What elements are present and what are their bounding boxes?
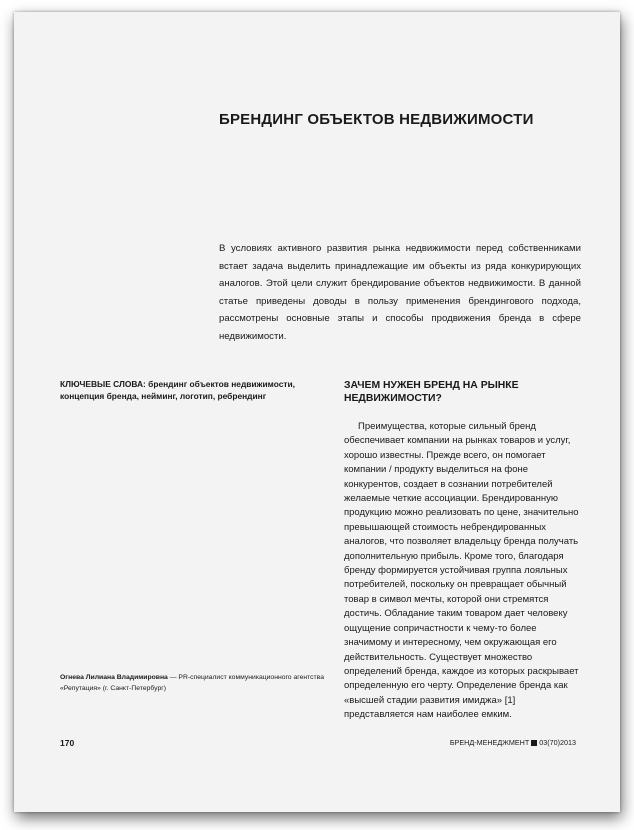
page-number: 170 xyxy=(60,738,75,748)
square-separator-icon xyxy=(531,740,537,746)
keywords xyxy=(60,378,328,402)
section-heading: ЗАЧЕМ НУЖЕН БРЕНД НА РЫНКЕ НЕДВИЖИМОСТИ? xyxy=(344,380,519,404)
journal-name: БРЕНД-МЕНЕДЖМЕНТ xyxy=(449,738,530,747)
keywords-label: КЛЮЧЕВЫЕ СЛОВА: xyxy=(60,379,146,389)
article-title: БРЕНДИНГ ОБЪЕКТОВ НЕДВИЖИМОСТИ xyxy=(219,111,534,128)
keywords-list: брендинг объектов недвижимости, концепция бренда, нейминг, логотип, ребрендинг xyxy=(60,379,295,401)
journal-footer xyxy=(450,738,576,747)
body-paragraph: Преимущества, которые сильный бренд обеспечивает компании на рынках товаров и услуг, хорошо известны. Прежде всего, он помогает компании / продукту выделиться на фоне конкурентов, создает в сознании потребителей желаемые четкие ассоциации. Брендированную продукцию можно реализовать по цене, значительно превышающей стоимость небрендированных аналогов, что позволяет владельцу бренда получать дополнительную прибыль. Кроме того, благодаря бренду формируется устойчивая группа лояльных потребителей, поскольку он превращает обычный товар в символ мечты, которой они стремятся достичь. Обладание таким товаром дает человеку ощущение сопричастности к чему-то более значимому и интересному, чем окружающая его действительность. Существует множество определений бренда, каждое из которых раскрывает определенную его черту. Определение бренда как «высшей стадии развития имиджа» [1] представляется нам наиболее емким. xyxy=(344,421,579,721)
author-credit xyxy=(60,673,328,694)
article-abstract: В условиях активного развития рынка недвижимости перед собственниками встает задача выделить принадлежащие им объекты из ряда конкурирующих аналогов. Этой цели служит брендирование объектов недвижимости. В данной статье приведены доводы в пользу применения брендингового подхода, рассмотрены основные этапы и способы продвижения бренда в сфере недвижимости. xyxy=(219,243,581,342)
author-name: Огнева Лилиана Владимировна xyxy=(60,674,168,681)
journal-page xyxy=(14,12,620,812)
author-info: — PR-специалист коммуникационного агентства «Репутация» (г. Санкт-Петербург) xyxy=(60,674,324,692)
issue-number: 03(70)2013 xyxy=(539,738,576,747)
